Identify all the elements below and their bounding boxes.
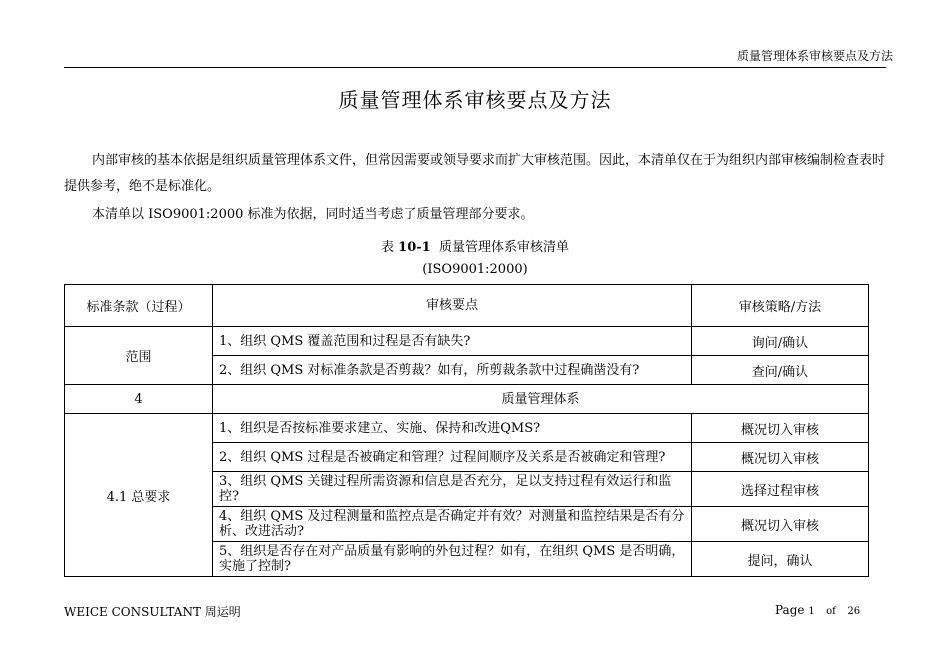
audit-point-cell: 4、组织 QMS 及过程测量和监控点是否确定并有效？对测量和监控结果是否有分析、改进活动? [213, 507, 692, 542]
table-row [65, 414, 869, 443]
audit-point-cell: 1、组织 QMS 覆盖范围和过程是否有缺失? [213, 327, 692, 356]
method-cell: 概况切入审核 [692, 507, 869, 542]
method-cell: 概况切入审核 [692, 443, 869, 472]
intro-paragraph: 内部审核的基本依据是组织质量管理体系文件，但常因需要或领导要求而扩大审核范围。因此，本清单仅在于为组织内部审核编制检查表时提供参考，绝不是标准化。 [64, 153, 886, 194]
header-divider [64, 67, 886, 68]
table-number: 10-1 [398, 240, 431, 255]
method-cell: 概况切入审核 [692, 414, 869, 443]
method-cell: 询问/确认 [692, 327, 869, 356]
page-current: 1 [808, 606, 815, 617]
clause-cell: 4.1 总要求 [65, 414, 213, 577]
header-audit-point: 审核要点 [213, 285, 692, 327]
footer-author: WEICE CONSULTANT 周运明 [64, 605, 241, 619]
audit-point-cell: 1、组织是否按标准要求建立、实施、保持和改进QMS? [213, 414, 692, 443]
page-of-label: of [826, 606, 836, 617]
section-title-cell: 质量管理体系 [213, 385, 869, 414]
audit-point-cell: 2、组织 QMS 对标准条款是否剪裁？如有，所剪裁条款中过程确凿没有? [213, 356, 692, 385]
audit-checklist-table [64, 284, 869, 577]
table-row [65, 327, 869, 356]
table-caption-prefix: 表 [381, 240, 395, 255]
audit-point-cell: 2、组织 QMS 过程是否被确定和管理？过程间顺序及关系是否被确定和管理? [213, 443, 692, 472]
document-title: 质量管理体系审核要点及方法 [338, 88, 612, 112]
page-label: Page [775, 603, 805, 617]
audit-point-cell: 5、组织是否存在对产品质量有影响的外包过程？如有，在组织 QMS 是否明确，实施了控制? [213, 542, 692, 577]
table-caption [0, 236, 950, 255]
page-total: 26 [847, 606, 861, 617]
page-number [775, 603, 860, 617]
clause-cell: 范围 [65, 327, 213, 385]
clause-cell: 4 [65, 385, 213, 414]
table-standard: (ISO9001:2000) [422, 262, 528, 277]
method-cell: 提问，确认 [692, 542, 869, 577]
header-clause: 标准条款（过程） [65, 285, 213, 327]
table-name: 质量管理体系审核清单 [438, 240, 569, 255]
basis-paragraph: 本清单以 ISO9001:2000 标准为依据，同时适当考虑了质量管理部分要求。 [92, 207, 534, 222]
audit-point-cell: 3、组织 QMS 关键过程所需资源和信息是否充分，足以支持过程有效运行和监控? [213, 472, 692, 507]
method-cell: 选择过程审核 [692, 472, 869, 507]
running-header: 质量管理体系审核要点及方法 [736, 49, 893, 63]
table-header-row [65, 285, 869, 327]
method-cell: 查问/确认 [692, 356, 869, 385]
section-row [65, 385, 869, 414]
header-method: 审核策略/方法 [692, 285, 869, 327]
